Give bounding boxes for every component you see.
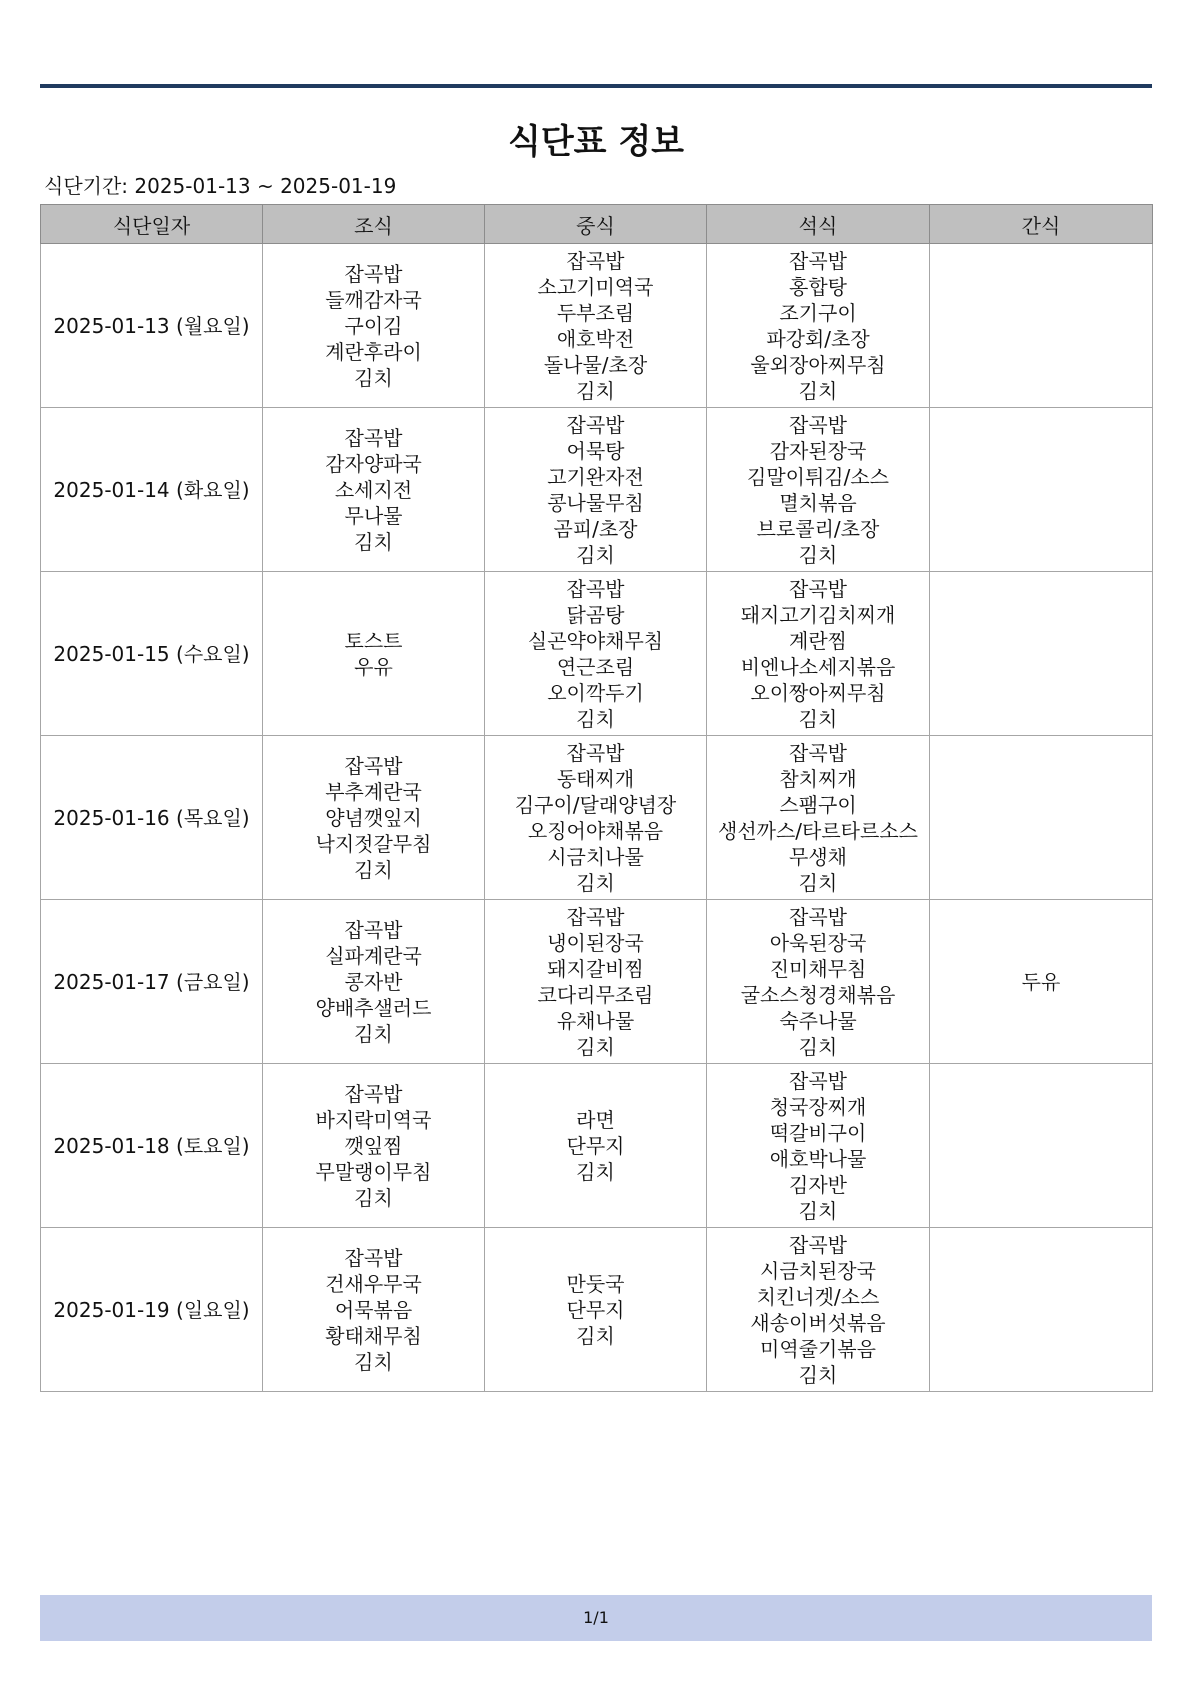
dish-item: 토스트	[344, 628, 403, 653]
snack-cell	[930, 244, 1153, 408]
dish-item: 멸치볶음	[779, 490, 857, 515]
dish-item: 잡곡밥	[344, 1245, 403, 1270]
dish-item: 양배추샐러드	[315, 995, 432, 1020]
dish-item: 구이김	[344, 313, 403, 338]
dish-item: 청국장찌개	[769, 1094, 867, 1119]
dish-item: 스팸구이	[779, 792, 857, 817]
dish-item: 잡곡밥	[789, 412, 847, 437]
dish-item: 고기완자전	[547, 464, 644, 489]
dish-item: 울외장아찌무침	[750, 352, 886, 377]
dish-item: 무나물	[344, 503, 403, 528]
snack-cell	[930, 408, 1153, 572]
dish-item: 김치	[354, 1185, 393, 1210]
table-header-row	[41, 205, 1153, 244]
table-row	[41, 572, 1153, 736]
dish-item: 떡갈비구이	[769, 1120, 867, 1145]
dish-item: 잡곡밥	[344, 425, 403, 450]
dish-item: 곰피/초장	[553, 516, 638, 541]
dish-item: 돌나물/초장	[543, 352, 648, 377]
dinner-cell	[707, 572, 930, 736]
dish-item: 시금치나물	[547, 844, 644, 869]
dish-item: 무말랭이무침	[315, 1159, 432, 1184]
breakfast-cell	[263, 900, 485, 1064]
page-number: 1/1	[583, 1608, 609, 1627]
table-row	[41, 900, 1153, 1064]
dish-item: 잡곡밥	[789, 740, 847, 765]
dish-item: 조기구이	[779, 300, 857, 325]
dish-item: 잡곡밥	[344, 1081, 403, 1106]
header-dinner: 석식	[707, 205, 930, 244]
dish-item: 잡곡밥	[566, 576, 625, 601]
dish-item: 김치	[576, 1159, 615, 1184]
dish-item: 만둣국	[566, 1271, 625, 1296]
dish-item: 생선까스/타르타르소스	[718, 818, 918, 843]
dish-item: 잡곡밥	[344, 261, 403, 286]
dish-item: 아욱된장국	[769, 930, 867, 955]
dish-item: 홍합탕	[789, 274, 847, 299]
dish-item: 실파계란국	[325, 943, 422, 968]
dish-item: 김치	[798, 1034, 838, 1059]
snack-cell	[930, 736, 1153, 900]
dish-item: 김치	[798, 1198, 838, 1223]
dish-item: 김치	[576, 706, 615, 731]
table-row	[41, 1064, 1153, 1228]
meal-period: 식단기간: 2025-01-13 ~ 2025-01-19	[44, 174, 397, 198]
dinner-cell	[707, 244, 930, 408]
date-cell: 2025-01-14 (화요일)	[41, 408, 263, 572]
dish-item: 잡곡밥	[789, 904, 847, 929]
dinner-cell	[707, 1064, 930, 1228]
snack-cell	[930, 1228, 1153, 1392]
dish-item: 양념깻잎지	[325, 805, 422, 830]
dish-item: 동태찌개	[556, 766, 635, 791]
dish-item: 유채나물	[556, 1008, 635, 1033]
dish-item: 김치	[354, 857, 393, 882]
dish-item: 부추계란국	[325, 779, 422, 804]
dish-item: 오징어야채볶음	[527, 818, 664, 843]
dish-item: 오이깍두기	[547, 680, 644, 705]
dish-item: 계란찜	[789, 628, 847, 653]
dish-item: 낙지젓갈무침	[315, 831, 432, 856]
dish-item: 김치	[798, 870, 838, 895]
date-cell: 2025-01-18 (토요일)	[41, 1064, 263, 1228]
dish-item: 시금치된장국	[760, 1258, 876, 1283]
dish-item: 잡곡밥	[344, 753, 403, 778]
breakfast-cell	[263, 1064, 485, 1228]
dish-item: 브로콜리/초장	[756, 516, 880, 541]
dish-item: 콩나물무침	[547, 490, 644, 515]
dish-item: 잡곡밥	[566, 248, 625, 273]
dish-item: 황태채무침	[325, 1323, 422, 1348]
dish-item: 김치	[798, 542, 838, 567]
date-cell: 2025-01-17 (금요일)	[41, 900, 263, 1064]
dish-item: 오이짱아찌무침	[750, 680, 886, 705]
dish-item: 파강회/초장	[766, 326, 870, 351]
dish-item: 김치	[354, 529, 393, 554]
lunch-cell	[485, 1228, 707, 1392]
dish-item: 김치	[576, 1034, 615, 1059]
lunch-cell	[485, 736, 707, 900]
dish-item: 잡곡밥	[789, 576, 847, 601]
table-row	[41, 736, 1153, 900]
snack-cell	[930, 572, 1153, 736]
dish-item: 라면	[576, 1107, 615, 1132]
lunch-cell	[485, 1064, 707, 1228]
dish-item: 바지락미역국	[315, 1107, 432, 1132]
header-lunch: 중식	[485, 205, 707, 244]
dish-item: 감자된장국	[769, 438, 867, 463]
dinner-cell	[707, 408, 930, 572]
dish-item: 단무지	[566, 1297, 625, 1322]
breakfast-cell	[263, 736, 485, 900]
breakfast-cell	[263, 244, 485, 408]
breakfast-cell	[263, 1228, 485, 1392]
dish-item: 굴소스청경채볶음	[740, 982, 896, 1007]
dish-item: 잡곡밥	[566, 740, 625, 765]
dish-item: 어묵탕	[566, 438, 625, 463]
page-footer	[40, 1595, 1152, 1641]
dish-item: 감자양파국	[325, 451, 422, 476]
dinner-cell	[707, 900, 930, 1064]
dish-item: 김치	[576, 1323, 615, 1348]
dish-item: 김자반	[789, 1172, 847, 1197]
dinner-cell	[707, 1228, 930, 1392]
dish-item: 어묵볶음	[334, 1297, 413, 1322]
breakfast-cell	[263, 572, 485, 736]
table-row	[41, 408, 1153, 572]
dish-item: 미역줄기볶음	[760, 1336, 876, 1361]
dish-item: 치킨너겟/소스	[756, 1284, 880, 1309]
header-snack: 간식	[930, 205, 1153, 244]
dish-item: 김구이/달래양념장	[514, 792, 677, 817]
dish-item: 김치	[354, 365, 393, 390]
dish-item: 두유	[1021, 969, 1061, 994]
header-date: 식단일자	[41, 205, 263, 244]
date-cell: 2025-01-15 (수요일)	[41, 572, 263, 736]
dish-item: 김말이튀김/소스	[747, 464, 889, 489]
dish-item: 애호박전	[556, 326, 635, 351]
lunch-cell	[485, 244, 707, 408]
snack-cell	[930, 900, 1153, 1064]
dish-item: 숙주나물	[779, 1008, 857, 1033]
table-row	[41, 1228, 1153, 1392]
dinner-cell	[707, 736, 930, 900]
dish-item: 단무지	[566, 1133, 625, 1158]
dish-item: 돼지고기김치찌개	[740, 602, 896, 627]
dish-item: 김치	[576, 378, 615, 403]
dish-item: 김치	[354, 1349, 393, 1374]
meal-table	[40, 204, 1153, 1392]
table-body	[41, 244, 1153, 1392]
dish-item: 냉이된장국	[547, 930, 644, 955]
breakfast-cell	[263, 408, 485, 572]
dish-item: 김치	[576, 870, 615, 895]
dish-item: 소세지전	[334, 477, 413, 502]
dish-item: 계란후라이	[325, 339, 422, 364]
snack-cell	[930, 1064, 1153, 1228]
dish-item: 김치	[798, 378, 838, 403]
dish-item: 새송이버섯볶음	[750, 1310, 886, 1335]
dish-item: 잡곡밥	[566, 412, 625, 437]
dish-item: 돼지갈비찜	[547, 956, 644, 981]
lunch-cell	[485, 900, 707, 1064]
lunch-cell	[485, 572, 707, 736]
dish-item: 참치찌개	[779, 766, 857, 791]
dish-item: 건새우무국	[325, 1271, 422, 1296]
dish-item: 우유	[354, 654, 393, 679]
dish-item: 콩자반	[344, 969, 403, 994]
dish-item: 두부조림	[556, 300, 635, 325]
page-title: 식단표 정보	[507, 122, 685, 162]
date-cell: 2025-01-13 (월요일)	[41, 244, 263, 408]
dish-item: 잡곡밥	[344, 917, 403, 942]
date-cell: 2025-01-16 (목요일)	[41, 736, 263, 900]
dish-item: 비엔나소세지볶음	[740, 654, 896, 679]
header-breakfast: 조식	[263, 205, 485, 244]
dish-item: 소고기미역국	[537, 274, 654, 299]
dish-item: 김치	[798, 706, 838, 731]
dish-item: 애호박나물	[769, 1146, 867, 1171]
dish-item: 잡곡밥	[789, 1068, 847, 1093]
dish-item: 잡곡밥	[789, 1232, 847, 1257]
dish-item: 코다리무조림	[537, 982, 654, 1007]
dish-item: 무생채	[789, 844, 847, 869]
dish-item: 연근조림	[556, 654, 635, 679]
dish-item: 실곤약야채무침	[527, 628, 664, 653]
dish-item: 잡곡밥	[566, 904, 625, 929]
dish-item: 잡곡밥	[789, 248, 847, 273]
dish-item: 깻잎찜	[344, 1133, 403, 1158]
dish-item: 김치	[354, 1021, 393, 1046]
dish-item: 들깨감자국	[325, 287, 422, 312]
date-cell: 2025-01-19 (일요일)	[41, 1228, 263, 1392]
dish-item: 김치	[798, 1362, 838, 1387]
dish-item: 닭곰탕	[566, 602, 625, 627]
dish-item: 김치	[576, 542, 615, 567]
dish-item: 진미채무침	[769, 956, 867, 981]
table-row	[41, 244, 1153, 408]
lunch-cell	[485, 408, 707, 572]
top-rule	[40, 84, 1152, 88]
